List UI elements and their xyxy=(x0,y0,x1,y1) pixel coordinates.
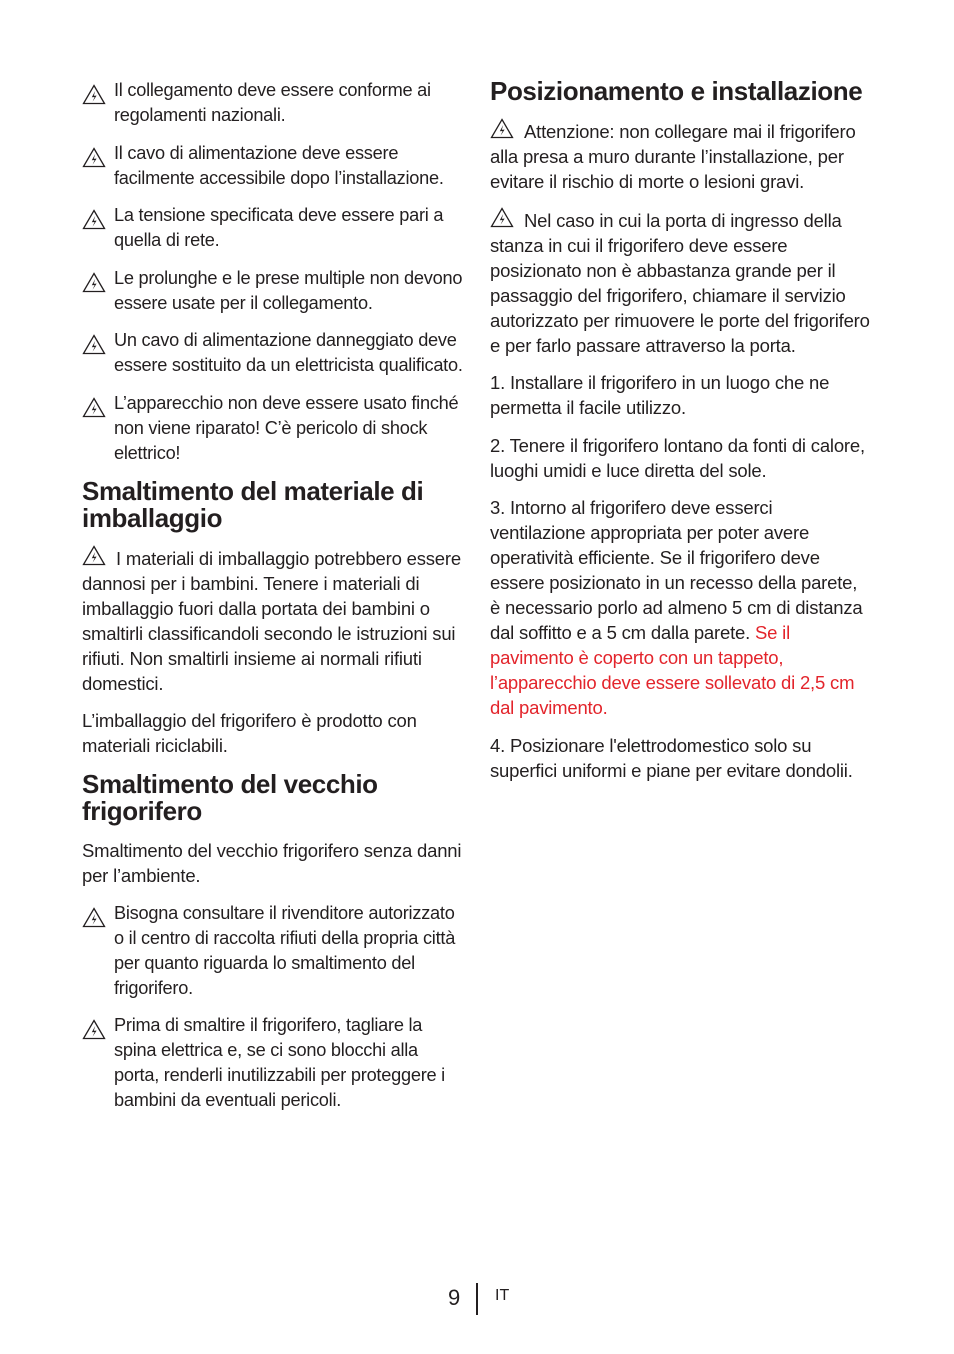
old-fridge-paragraph: Smaltimento del vecchio frigorifero senza danni per l’ambiente. xyxy=(82,840,462,886)
warning-item xyxy=(82,78,464,128)
warning-item xyxy=(82,266,464,316)
installation-warning-2-text: Nel caso in cui la porta di ingresso della stanza in cui il frigorifero deve essere posizionato non è abbastanza grande per il passaggio del frigorifero, chiamare il servizio autorizzato per rimuovere le porte del frigorifero e per farlo passare attraverso la porta. xyxy=(490,209,870,356)
right-column xyxy=(490,78,870,795)
installation-warning-1-text: Attenzione: non collegare mai il frigorifero alla presa a muro durante l’installazione, per evitare il rischio di morte o lesioni gravi. xyxy=(490,121,856,192)
footer-divider xyxy=(476,1283,478,1315)
packaging-paragraph: L’imballaggio del frigorifero è prodotto con materiali riciclabili. xyxy=(82,710,417,756)
warning-triangle-icon xyxy=(82,272,106,293)
warning-triangle-icon xyxy=(82,397,106,418)
packaging-warning-text: I materiali di imballaggio potrebbero essere dannosi per i bambini. Tenere i materiali di imballaggio fuori dalla portata dei bambini o smaltirli classificandoli secondo le istruzioni sui rifiuti. Non smaltirli insieme ai normali rifiuti domestici. xyxy=(82,547,461,694)
warning-text: Il cavo di alimentazione deve essere facilmente accessibile dopo l’installazione. xyxy=(114,142,444,188)
warning-text: Bisogna consultare il rivenditore autorizzato o il centro di raccolta rifiuti della propria città per quanto riguarda lo smaltimento del frigorifero. xyxy=(114,902,456,998)
language-code: IT xyxy=(495,1287,510,1304)
warning-triangle-icon xyxy=(82,209,106,230)
warning-item xyxy=(82,901,464,1001)
installation-warning-2 xyxy=(490,207,870,358)
installation-step-1: 1. Installare il frigorifero in un luogo che ne permetta il facile utilizzo. xyxy=(490,372,830,418)
page-number: 9 xyxy=(448,1285,461,1310)
warning-item xyxy=(82,1013,464,1113)
step-3-highlight-text: Se il pavimento è coperto con un tappeto, l’apparecchio deve essere sollevato di 2,5 cm dal pavimento. xyxy=(490,622,855,718)
warning-text: La tensione specificata deve essere pari a quella di rete. xyxy=(114,205,444,250)
installation-step-2: 2. Tenere il frigorifero lontano da fonti di calore, luoghi umidi e luce diretta del sole. xyxy=(490,434,865,481)
warning-triangle-icon xyxy=(82,1019,106,1040)
installation-step-3 xyxy=(490,495,870,720)
warning-text: Prima di smaltire il frigorifero, tagliare la spina elettrica e, se ci sono blocchi alla porta, renderli inutilizzabili per proteggere i bambini da eventuali pericoli. xyxy=(114,1015,445,1110)
warning-item xyxy=(82,203,464,253)
installation-warning-1 xyxy=(490,118,870,194)
installation-step-4: 4. Posizionare l'elettrodomestico solo su superfici uniformi e piane per evitare dondolii. xyxy=(490,734,853,781)
section-title-installation: Posizionamento e installazione xyxy=(490,76,863,106)
section-title-old-fridge: Smaltimento del vecchio frigorifero xyxy=(82,769,378,826)
warning-triangle-icon xyxy=(490,118,514,139)
section-title-packaging: Smaltimento del materiale di imballaggio xyxy=(82,475,424,533)
warning-text: Le prolunghe e le prese multiple non devono essere usate per il collegamento. xyxy=(114,267,463,313)
warning-triangle-icon xyxy=(82,334,106,355)
warning-triangle-icon xyxy=(82,84,106,105)
packaging-warning xyxy=(82,545,464,696)
warning-text: L’apparecchio non deve essere usato finché non viene riparato! C’è pericolo di shock elettrico! xyxy=(114,392,459,463)
warning-text: Un cavo di alimentazione danneggiato deve essere sostituito da un elettricista qualificato. xyxy=(114,330,463,375)
warning-triangle-icon xyxy=(490,207,514,228)
warning-triangle-icon xyxy=(82,545,106,566)
warning-item xyxy=(82,141,464,191)
warning-text: Il collegamento deve essere conforme ai regolamenti nazionali. xyxy=(114,80,431,125)
warning-item xyxy=(82,391,464,466)
warning-triangle-icon xyxy=(82,907,106,928)
left-column xyxy=(82,78,464,1126)
warning-triangle-icon xyxy=(82,147,106,168)
warning-item xyxy=(82,328,464,378)
step-3-text: 3. Intorno al frigorifero deve esserci ventilazione appropriata per poter avere operatività efficiente. Se il frigorifero deve essere posizionato in un recesso della parete, è necessario porlo ad almeno 5 cm di distanza dal soffitto e a 5 cm dalla parete. xyxy=(490,497,863,643)
